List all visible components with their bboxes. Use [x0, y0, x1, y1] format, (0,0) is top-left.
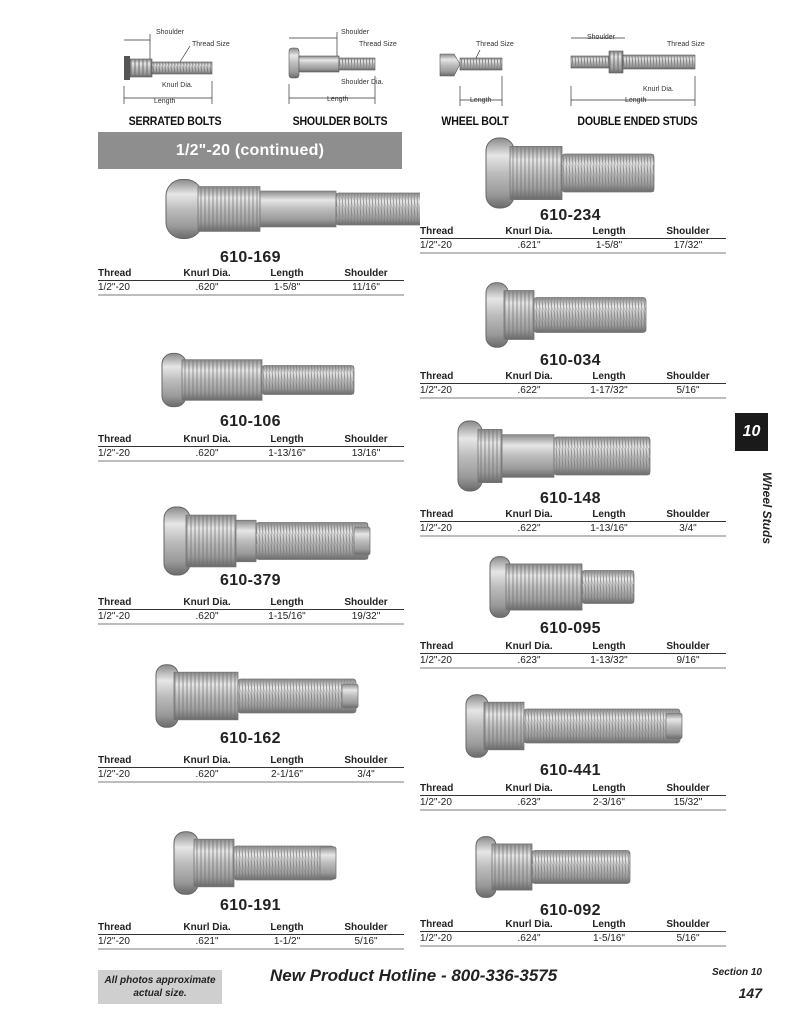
spec-header-row: [420, 640, 726, 654]
cell-knurl: .624": [517, 933, 541, 944]
spec-row: [420, 932, 726, 947]
col-thread: Thread: [420, 919, 454, 930]
spec-row: [420, 522, 726, 537]
section-side-label: Wheel Studs: [760, 471, 774, 544]
col-knurl: Knurl Dia.: [505, 783, 553, 794]
section-banner: 1/2"-20 (continued): [98, 132, 402, 169]
cell-shoulder: 19/32": [351, 611, 381, 622]
cell-knurl: .622": [517, 523, 541, 534]
part-number: 610-379: [220, 572, 281, 589]
col-shoulder: Shoulder: [666, 371, 710, 382]
part-number: 610-169: [220, 249, 281, 266]
col-shoulder: Shoulder: [344, 268, 388, 279]
wheel-stud-photo-icon: [160, 351, 420, 413]
diagram-label-thread: Thread Size: [192, 41, 230, 48]
wheel-stud-photo-icon: [154, 662, 420, 734]
col-shoulder: Shoulder: [666, 919, 710, 930]
diagram-label-thread: Thread Size: [667, 41, 705, 48]
wheel-stud-photo-icon: [484, 280, 724, 354]
wheel-stud-photo-icon: [474, 834, 714, 904]
diagram-title: SHOULDER BOLTS: [292, 116, 388, 128]
part-number: 610-441: [540, 762, 601, 779]
part-number: 610-162: [220, 730, 281, 747]
part-number: 610-092: [540, 902, 601, 919]
part-number: 610-034: [540, 352, 601, 369]
col-thread: Thread: [420, 641, 454, 652]
col-shoulder: Shoulder: [666, 641, 710, 652]
col-thread: Thread: [98, 434, 132, 445]
cell-length: 1-5/16": [593, 933, 625, 944]
diagram-label-shoulder: Shoulder: [341, 29, 370, 36]
section-tab[interactable]: 10: [735, 413, 768, 451]
spec-row: [420, 239, 726, 254]
col-shoulder: Shoulder: [344, 434, 388, 445]
spec-row: [98, 768, 404, 783]
cell-length: 1-13/16": [268, 448, 306, 459]
col-thread: Thread: [420, 509, 454, 520]
spec-table: [98, 596, 404, 625]
spec-header-row: [420, 782, 726, 796]
spec-row: [98, 447, 404, 462]
cell-length: 1-13/16": [590, 523, 628, 534]
cell-length: 1-13/32": [590, 655, 628, 666]
cell-knurl: .620": [195, 611, 219, 622]
spec-row: [98, 281, 404, 296]
col-length: Length: [270, 434, 304, 445]
wheel-stud-photo-icon: [164, 177, 420, 245]
product-item: [420, 278, 726, 404]
spec-row: [420, 384, 726, 399]
cell-knurl: .622": [517, 385, 541, 396]
diagram-title: SERRATED BOLTS: [128, 116, 222, 128]
spec-table: [420, 918, 726, 947]
section-label: Section 10: [711, 967, 762, 978]
product-item: [98, 825, 404, 955]
diagram-label-knurl: Knurl Dia.: [162, 82, 193, 89]
col-length: Length: [592, 641, 626, 652]
spec-header-row: [98, 596, 404, 610]
spec-table: [98, 754, 404, 783]
diagram-double-ended-studs: [565, 26, 710, 128]
product-item: [98, 345, 404, 467]
col-knurl: Knurl Dia.: [183, 922, 231, 933]
col-knurl: Knurl Dia.: [505, 226, 553, 237]
col-shoulder: Shoulder: [344, 922, 388, 933]
col-thread: Thread: [98, 597, 132, 608]
cell-shoulder: 3/4": [357, 769, 375, 780]
cell-length: 1-5/8": [595, 240, 623, 251]
cell-knurl: .623": [517, 655, 541, 666]
diagram-label-shoulder: Shoulder: [156, 29, 185, 36]
spec-row: [98, 610, 404, 625]
wheel-stud-photo-icon: [488, 554, 708, 624]
col-length: Length: [592, 226, 626, 237]
col-length: Length: [270, 755, 304, 766]
cell-length: 1-15/16": [268, 611, 306, 622]
col-knurl: Knurl Dia.: [183, 434, 231, 445]
part-number: 610-095: [540, 620, 601, 637]
note-line-1: All photos approximate: [104, 975, 216, 986]
cell-knurl: .620": [195, 282, 219, 293]
cell-thread: 1/2"-20: [98, 769, 130, 780]
cell-length: 1-5/8": [273, 282, 301, 293]
diagram-title: DOUBLE ENDED STUDS: [577, 116, 698, 128]
spec-header-row: [98, 754, 404, 768]
diagram-label-length: Length: [327, 96, 349, 103]
col-knurl: Knurl Dia.: [183, 755, 231, 766]
cell-length: 2-3/16": [593, 797, 625, 808]
spec-header-row: [98, 921, 404, 935]
diagram-title: WHEEL BOLT: [441, 116, 509, 128]
product-item: [420, 690, 726, 816]
product-item: [98, 175, 404, 301]
cell-thread: 1/2"-20: [420, 655, 452, 666]
col-thread: Thread: [420, 371, 454, 382]
diagram-label-knurl: Shoulder Dia.: [341, 79, 384, 86]
product-item: [98, 660, 404, 788]
cell-thread: 1/2"-20: [98, 282, 130, 293]
cell-length: 1-17/32": [590, 385, 628, 396]
col-shoulder: Shoulder: [344, 597, 388, 608]
spec-table: [98, 921, 404, 950]
spec-table: [420, 782, 726, 811]
spec-header-row: [98, 433, 404, 447]
spec-table: [420, 508, 726, 537]
spec-row: [420, 796, 726, 811]
col-length: Length: [592, 919, 626, 930]
cell-length: 2-1/16": [271, 769, 303, 780]
photo-size-note: [98, 970, 222, 1004]
cell-shoulder: 9/16": [676, 655, 700, 666]
col-knurl: Knurl Dia.: [505, 919, 553, 930]
cell-thread: 1/2"-20: [420, 797, 452, 808]
diagram-serrated-bolts: [110, 26, 240, 128]
wheel-stud-photo-icon: [162, 504, 422, 582]
cell-thread: 1/2"-20: [98, 448, 130, 459]
col-shoulder: Shoulder: [666, 509, 710, 520]
spec-table: [420, 225, 726, 254]
spec-table: [420, 370, 726, 399]
cell-length: 1-1/2": [273, 936, 301, 947]
part-number: 610-191: [220, 897, 281, 914]
cell-knurl: .621": [195, 936, 219, 947]
col-length: Length: [270, 597, 304, 608]
product-item: [420, 830, 726, 952]
spec-row: [420, 654, 726, 669]
col-knurl: Knurl Dia.: [505, 641, 553, 652]
spec-header-row: [420, 370, 726, 384]
cell-thread: 1/2"-20: [98, 936, 130, 947]
spec-header-row: [420, 508, 726, 522]
wheel-stud-photo-icon: [464, 692, 714, 764]
diagram-label-length: Length: [470, 97, 492, 104]
diagram-wheel-bolt: [430, 26, 520, 128]
product-item: [420, 416, 726, 542]
page-number: 147: [738, 985, 762, 1001]
cell-thread: 1/2"-20: [420, 385, 452, 396]
spec-table: [420, 640, 726, 669]
col-thread: Thread: [98, 922, 132, 933]
cell-thread: 1/2"-20: [98, 611, 130, 622]
diagram-label-thread: Thread Size: [476, 41, 514, 48]
diagram-label-knurl: Knurl Dia.: [643, 86, 674, 93]
product-item: [420, 133, 726, 259]
col-knurl: Knurl Dia.: [505, 371, 553, 382]
spec-table: [98, 267, 404, 296]
spec-header-row: [420, 918, 726, 932]
cell-shoulder: 17/32": [673, 240, 703, 251]
product-item: [420, 552, 726, 674]
col-shoulder: Shoulder: [666, 783, 710, 794]
diagram-label-length: Length: [625, 97, 647, 104]
product-item: [98, 500, 404, 630]
cell-knurl: .621": [517, 240, 541, 251]
product-hotline: New Product Hotline - 800-336-3575: [270, 966, 558, 985]
cell-knurl: .620": [195, 448, 219, 459]
col-thread: Thread: [420, 783, 454, 794]
cell-thread: 1/2"-20: [420, 933, 452, 944]
col-thread: Thread: [420, 226, 454, 237]
part-number: 610-106: [220, 413, 281, 430]
part-number: 610-234: [540, 207, 601, 224]
col-length: Length: [592, 371, 626, 382]
cell-shoulder: 15/32": [673, 797, 703, 808]
diagram-label-shoulder: Shoulder: [587, 34, 616, 41]
diagram-label-thread: Thread Size: [359, 41, 397, 48]
diagram-shoulder-bolts: [275, 26, 405, 128]
col-length: Length: [270, 922, 304, 933]
cell-knurl: .620": [195, 769, 219, 780]
col-knurl: Knurl Dia.: [505, 509, 553, 520]
spec-row: [98, 935, 404, 950]
col-thread: Thread: [98, 755, 132, 766]
cell-shoulder: 5/16": [354, 936, 378, 947]
col-knurl: Knurl Dia.: [183, 268, 231, 279]
cell-thread: 1/2"-20: [420, 240, 452, 251]
diagram-label-length: Length: [154, 98, 176, 105]
cell-shoulder: 3/4": [679, 523, 697, 534]
wheel-stud-photo-icon: [456, 418, 716, 498]
cell-shoulder: 5/16": [676, 933, 700, 944]
wheel-stud-photo-icon: [172, 829, 412, 901]
cell-shoulder: 13/16": [351, 448, 381, 459]
spec-table: [98, 433, 404, 462]
cell-shoulder: 5/16": [676, 385, 700, 396]
wheel-stud-photo-icon: [484, 135, 744, 215]
col-thread: Thread: [98, 268, 132, 279]
spec-header-row: [98, 267, 404, 281]
part-number: 610-148: [540, 490, 601, 507]
col-length: Length: [592, 783, 626, 794]
note-line-2: actual size.: [133, 988, 187, 999]
col-shoulder: Shoulder: [666, 226, 710, 237]
col-length: Length: [270, 268, 304, 279]
cell-thread: 1/2"-20: [420, 523, 452, 534]
cell-knurl: .623": [517, 797, 541, 808]
cell-shoulder: 11/16": [352, 282, 380, 293]
spec-header-row: [420, 225, 726, 239]
col-knurl: Knurl Dia.: [183, 597, 231, 608]
col-shoulder: Shoulder: [344, 755, 388, 766]
col-length: Length: [592, 509, 626, 520]
